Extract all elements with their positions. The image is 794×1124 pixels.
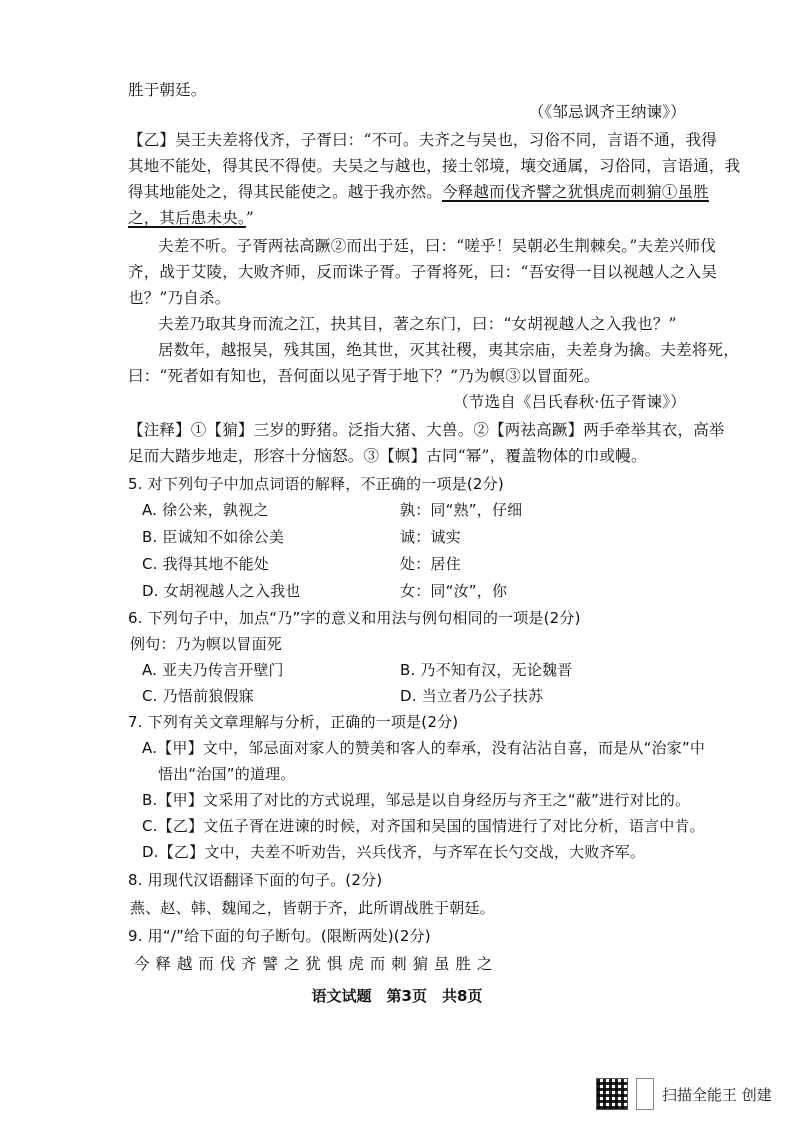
- page-footer: 语文试题 第3页 共8页: [311, 987, 483, 1005]
- q6-option-c: C. 乃悟前狼假寐: [142, 687, 254, 705]
- passage-yi-line: 【乙】吴王夫差将伐齐，子胥曰：“不可。夫齐之与吴也，习俗不同，言语不通，我得: [128, 131, 718, 149]
- q7-option-a-cont: 悟出“治国”的道理。: [158, 765, 296, 783]
- passage-yi-line: [128, 208, 254, 228]
- source-citation-jia: （《邹忌讽齐王纳谏》）: [528, 103, 686, 121]
- q8-sentence: 燕、赵、韩、魏闻之，皆朝于齐，此所谓战胜于朝廷。: [130, 899, 495, 917]
- passage-yi-line: 也？”乃自杀。: [128, 289, 231, 307]
- passage-yi-line: 齐，战于艾陵，大败齐师，反而诛子胥。子胥将死，曰：“吾安得一目以视越人之入吴: [128, 263, 718, 281]
- passage-yi-line: 夫差乃取其身而流之江，抉其目，著之东门，曰：“女胡视越人之入我也？”: [158, 315, 677, 333]
- question-7-stem: 7. 下列有关文章理解与分析，正确的一项是(2分): [128, 713, 459, 731]
- q5-option-d: D. 女胡视越人之入我也: [142, 582, 301, 600]
- q7-option-c: C.【乙】文伍子胥在进谏的时候，对齐国和吴国的国情进行了对比分析，语言中肯。: [142, 817, 705, 835]
- q6-example: 例句：乃为幎以冒面死: [130, 635, 283, 653]
- q5-option-c-explanation: 处：居住: [400, 555, 461, 573]
- question-5-stem: 5. 对下列句子中加点词语的解释，不正确的一项是(2分): [128, 475, 504, 493]
- passage-yi-line: 夫差不听。子胥两祛高蹶②而出于廷，曰：“嗟乎！吴朝必生荆棘矣。”夫差兴师伐: [158, 237, 717, 255]
- q7-option-b: B.【甲】文采用了对比的方式说理，邹忌是以自身经历与齐王之“蔽”进行对比的。: [142, 791, 691, 809]
- source-citation-yi: （节选自《吕氏春秋·伍子胥谏》）: [453, 393, 686, 411]
- passage-text: 得其地能处之，得其民能使之。越于我亦然。: [128, 183, 443, 201]
- watermark-text: 扫描全能王 创建: [662, 1085, 772, 1104]
- qr-code-icon: [596, 1078, 628, 1110]
- q5-option-b-explanation: 诚：诚实: [400, 528, 461, 546]
- q6-option-b: B. 乃不知有汉，无论魏晋: [400, 661, 573, 679]
- question-9-stem: 9. 用“/”给下面的句子断句。(限断两处)(2分): [128, 927, 431, 945]
- q6-option-a: A. 亚夫乃传言开壁门: [142, 661, 284, 679]
- question-6-stem: 6. 下列句子中，加点“乃”字的意义和用法与例句相同的一项是(2分): [128, 609, 581, 627]
- question-8-stem: 8. 用现代汉语翻译下面的句子。(2分): [128, 871, 383, 889]
- passage-text: ”: [245, 209, 254, 227]
- q9-sentence: 今 释 越 而 伐 齐 譬 之 犹 惧 虎 而 刺 猏 虽 胜 之: [134, 955, 493, 973]
- passage-yi-line: 其地不能处，得其民不得使。夫吴之与越也，接土邻境，壤交通属，习俗同，言语通，我: [128, 157, 741, 175]
- q5-option-a: A. 徐公来，孰视之: [142, 501, 269, 519]
- underlined-sentence: 之，其后患未央。: [128, 209, 246, 227]
- continued-text: 胜于朝廷。: [128, 81, 207, 99]
- q6-option-d: D. 当立者乃公子扶苏: [400, 687, 544, 705]
- q5-option-b: B. 臣诚知不如徐公美: [142, 528, 285, 546]
- q5-option-d-explanation: 女：同“汝”，你: [400, 582, 508, 600]
- q5-option-a-explanation: 孰：同“熟”，仔细: [400, 501, 523, 519]
- scanner-watermark: [596, 1078, 772, 1110]
- q7-option-d: D.【乙】文中，夫差不听劝告，兴兵伐齐，与齐军在长勺交战，大败齐军。: [142, 843, 646, 861]
- underlined-sentence: 今释越而伐齐譬之犹惧虎而刺猏①虽胜: [442, 183, 709, 201]
- q7-option-a: A.【甲】文中，邹忌面对家人的赞美和客人的奉承，没有沾沾自喜，而是从“治家”中: [142, 739, 706, 757]
- passage-yi-line: [128, 182, 709, 202]
- passage-yi-line: 居数年，越报吴，残其国，绝其世，灭其社稷，夷其宗庙，夫差身为擒。夫差将死，: [158, 341, 739, 359]
- annotation-line: 【注释】①【猏】三岁的野猪。泛指大猪、大兽。②【两祛高蹶】两手牵举其衣，高举: [128, 421, 725, 439]
- app-logo-icon: [636, 1078, 654, 1110]
- passage-yi-line: 曰：“死者如有知也，吾何面以见子胥于地下？”乃为幎③以冒面死。: [128, 367, 600, 385]
- annotation-line: 足而大踏步地走，形容十分恼怒。③【幎】古同“幂”，覆盖物体的巾或幔。: [128, 447, 647, 465]
- q5-option-c: C. 我得其地不能处: [142, 555, 270, 573]
